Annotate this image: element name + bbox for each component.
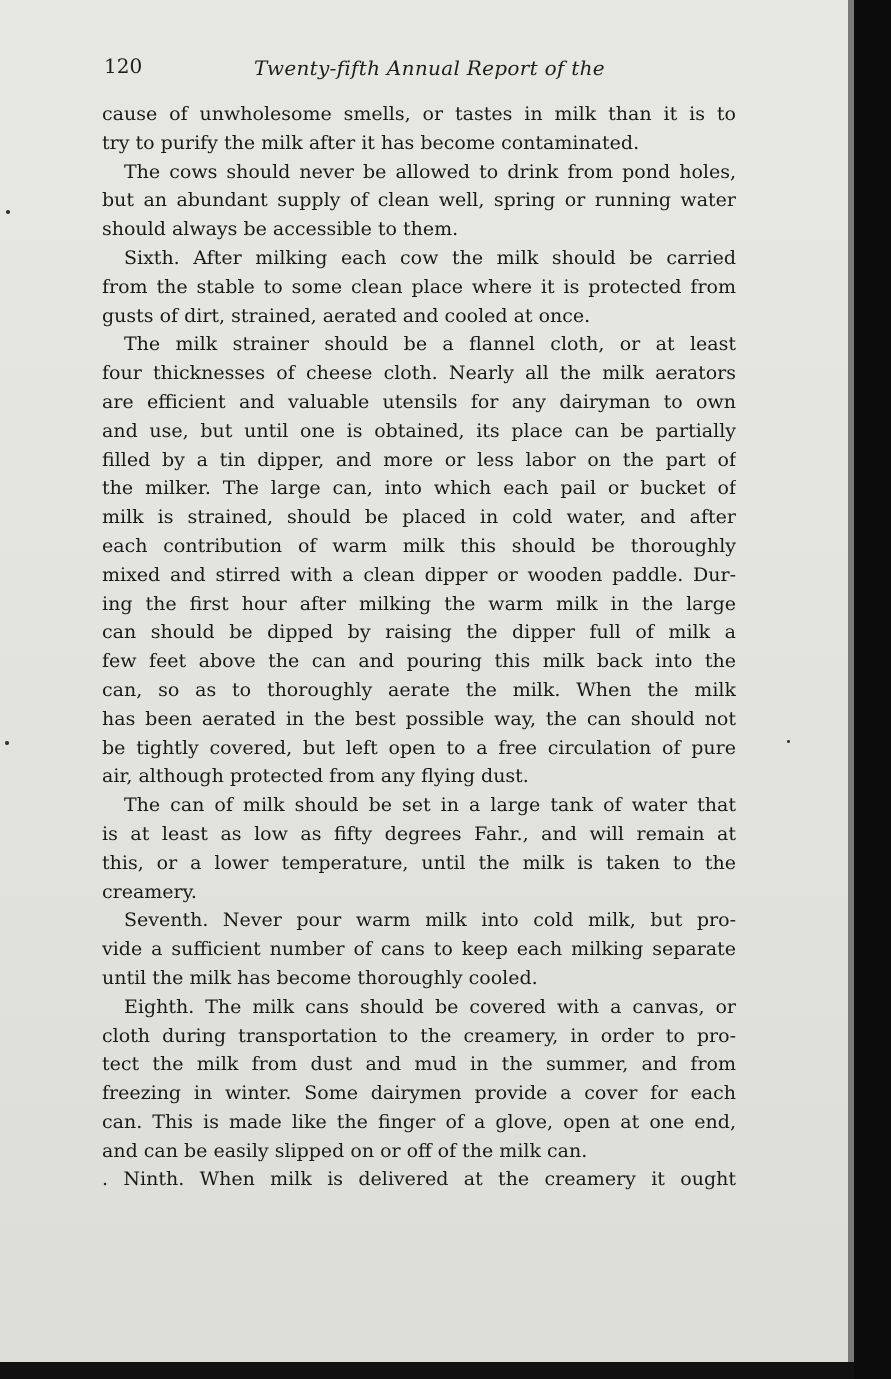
text-line: tect the milk from dust and mud in the summer, and from (102, 1053, 736, 1076)
text-line: cloth during transportation to the creamery, in order to pro- (102, 1024, 736, 1047)
text-line: . Ninth. When milk is delivered at the creamery it ought (102, 1168, 736, 1191)
text-line: vide a sufficient number of cans to keep each milking separate (102, 938, 736, 961)
text-line: filled by a tin dipper, and more or less labor on the part of (102, 448, 736, 471)
text-line: The milk strainer should be a flannel cloth, or at least (124, 333, 736, 356)
text-line: milk is strained, should be placed in cold water, and after (102, 506, 736, 529)
text-line: mixed and stirred with a clean dipper or wooden paddle. Dur- (102, 563, 736, 586)
text-line: can. This is made like the finger of a glove, open at one end, (102, 1110, 736, 1133)
margin-speck (787, 740, 790, 743)
text-line: air, although protected from any flying dust. (102, 765, 529, 788)
text-line: gusts of dirt, strained, aerated and cooled at once. (102, 304, 591, 327)
text-line: but an abundant supply of clean well, spring or running water (102, 189, 736, 212)
text-line: be tightly covered, but left open to a free circulation of pure (102, 736, 736, 759)
book-binding-edge (854, 0, 891, 1379)
text-line: and can be easily slipped on or off of the milk can. (102, 1139, 588, 1162)
text-line: four thicknesses of cheese cloth. Nearly all the milk aerators (102, 362, 736, 385)
text-line: Eighth. The milk cans should be covered with a canvas, or (124, 995, 736, 1018)
text-line: is at least as low as fifty degrees Fahr., and will remain at (102, 822, 736, 845)
margin-speck (6, 210, 10, 214)
text-line: and use, but until one is obtained, its place can be partially (102, 419, 736, 442)
text-line: ing the first hour after milking the warm milk in the large (102, 592, 736, 615)
text-line: each contribution of warm milk this should be thoroughly (102, 534, 736, 557)
text-line: from the stable to some clean place where it is protected from (102, 275, 736, 298)
text-line: cause of unwholesome smells, or tastes in milk than it is to (102, 103, 736, 125)
text-line: The can of milk should be set in a large tank of water that (124, 794, 736, 817)
text-line: should always be accessible to them. (102, 218, 459, 241)
text-line: The cows should never be allowed to drink from pond holes, (124, 160, 736, 183)
page-bottom-edge (0, 1362, 854, 1379)
text-line: few feet above the can and pouring this milk back into the (102, 650, 736, 673)
text-line: until the milk has become thoroughly cooled. (102, 966, 538, 989)
text-line: has been aerated in the best possible way, the can should not (102, 707, 736, 730)
text-line: try to purify the milk after it has become contaminated. (102, 131, 640, 154)
text-line: are efficient and valuable utensils for any dairyman to own (102, 390, 736, 413)
margin-speck (5, 741, 9, 745)
text-line: can, so as to thoroughly aerate the milk. When the milk (102, 678, 736, 701)
page-header (104, 54, 744, 84)
text-line: the milker. The large can, into which each pail or bucket of (102, 477, 736, 500)
text-line: freezing in winter. Some dairymen provide a cover for each (102, 1082, 736, 1105)
text-line: Sixth. After milking each cow the milk should be carried (124, 246, 736, 269)
text-line: can should be dipped by raising the dipper full of milk a (102, 621, 736, 644)
text-line: creamery. (102, 880, 197, 903)
page-number: 120 (104, 54, 143, 78)
body-text (102, 100, 736, 1194)
text-line: Seventh. Never pour warm milk into cold milk, but pro- (124, 909, 736, 932)
text-line: this, or a lower temperature, until the milk is taken to the (102, 851, 736, 874)
running-title: Twenty-fifth Annual Report of the (254, 56, 605, 80)
